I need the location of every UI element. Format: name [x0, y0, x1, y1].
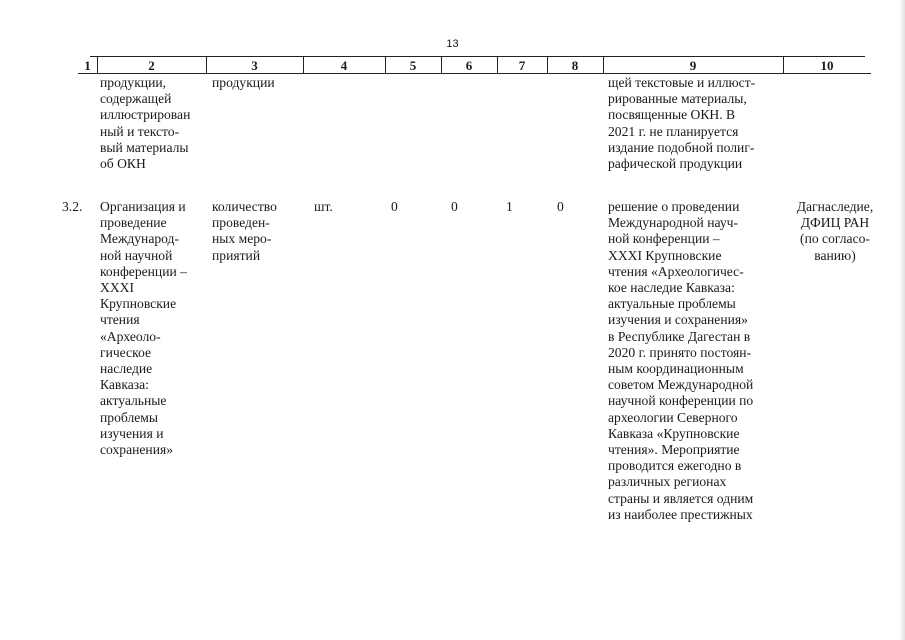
row-32-col-6: 0	[451, 199, 458, 214]
cell-line: 2020 г. принято постоян-	[608, 344, 752, 360]
cell-line: проблемы	[100, 409, 158, 425]
cell-line: кое наследие Кавказа:	[608, 280, 735, 296]
cell-line: продукции,	[100, 75, 167, 90]
cell-line: Организация и	[100, 199, 186, 214]
cell-line: чтения». Мероприятие	[608, 442, 740, 458]
cell-line: посвященные ОКН. В	[608, 107, 736, 123]
cell-line: Кавказа «Крупновские	[608, 425, 740, 441]
cell-line: Международ-	[100, 231, 180, 247]
cell-line: Дагнаследие,	[796, 199, 874, 214]
header-col-8: 8	[571, 58, 579, 73]
row-number: 3.2.	[62, 199, 83, 214]
header-col-4: 4	[340, 58, 348, 73]
cell-line: ный и тексто-	[100, 123, 180, 139]
cell-line: содержащей	[100, 91, 172, 107]
cell-line: (по согласо-	[800, 231, 870, 247]
cell-line: XXXI	[100, 280, 134, 296]
row-32-col-7: 1	[506, 199, 513, 214]
header-col-2: 2	[148, 58, 155, 73]
row-32-col-4: шт.	[314, 199, 333, 214]
cell-line: продукции	[212, 75, 275, 90]
cell-line: количество	[212, 199, 277, 214]
row-32-col-9	[608, 199, 778, 523]
cell-line: сохранения»	[100, 442, 174, 458]
cell-line: советом Международной	[608, 377, 754, 393]
row-32-col-3	[212, 199, 292, 264]
cell-line: рированные материалы,	[608, 91, 747, 107]
cont-row-col-2	[100, 75, 202, 172]
cell-line: щей текстовые и иллюст-	[608, 75, 756, 90]
cell-line: XXXI Крупновские	[608, 247, 722, 263]
cell-line: проводится ежегодно в	[608, 458, 742, 474]
cell-line: проведение	[100, 215, 167, 231]
cell-line: иллюстрирован	[100, 107, 191, 123]
row-32-col-8: 0	[557, 199, 564, 214]
cell-line: ной конференции –	[608, 231, 720, 247]
header-col-3: 3	[251, 58, 258, 73]
cell-line: ных меро-	[212, 231, 272, 247]
cell-line: археологии Северного	[608, 409, 738, 425]
cell-line: ванию)	[814, 247, 856, 263]
cell-line: актуальные	[100, 393, 167, 409]
header-col-1: 1	[84, 58, 91, 73]
row-32-col-10	[785, 199, 885, 264]
cont-row-col-3	[212, 75, 298, 91]
page-number: 13	[446, 38, 459, 50]
cell-line: об ОКН	[100, 156, 146, 172]
header-col-9: 9	[689, 58, 697, 73]
cell-line: изучения и сохранения»	[608, 312, 748, 328]
cell-line: издание подобной полиг-	[608, 139, 755, 155]
header-col-7: 7	[518, 58, 526, 73]
cell-line: Крупновские	[100, 296, 177, 312]
cell-line: из наиболее престижных	[608, 506, 753, 522]
row-32-col-5: 0	[391, 199, 398, 214]
cell-line: 2021 г. не планируется	[608, 123, 739, 139]
cell-line: изучения и	[100, 425, 164, 441]
cell-line: вый материалы	[100, 139, 189, 155]
cell-line: Кавказа:	[100, 377, 149, 393]
header-col-5: 5	[409, 58, 417, 73]
cell-line: различных регионах	[608, 474, 727, 490]
cont-row-col-9	[608, 75, 778, 172]
cell-line: проведен-	[212, 215, 270, 231]
cell-line: Международной науч-	[608, 215, 738, 231]
cell-line: наследие	[100, 361, 153, 377]
cell-line: в Республике Дагестан в	[608, 328, 751, 344]
table-header-row	[0, 56, 905, 74]
cell-line: чтения «Археологичес-	[608, 263, 744, 279]
cell-line: чтения	[100, 312, 140, 328]
header-col-6: 6	[465, 58, 473, 73]
cell-line: гическое	[100, 344, 152, 360]
cell-line: «Археоло-	[100, 328, 161, 344]
cell-line: актуальные проблемы	[608, 296, 736, 312]
cell-line: страны и является одним	[608, 490, 754, 506]
cell-line: приятий	[212, 247, 261, 263]
header-col-10: 10	[820, 58, 834, 73]
cell-line: ной научной	[100, 247, 173, 263]
cell-line: конференции –	[100, 263, 187, 279]
cell-line: решение о проведении	[608, 199, 740, 214]
row-32-col-2	[100, 199, 202, 458]
cell-line: ным координационным	[608, 361, 744, 377]
cell-line: ДФИЦ РАН	[800, 215, 870, 231]
cell-line: научной конференции по	[608, 393, 754, 409]
cell-line: рафической продукции	[608, 156, 743, 172]
scan-shadow-edge	[899, 0, 905, 640]
